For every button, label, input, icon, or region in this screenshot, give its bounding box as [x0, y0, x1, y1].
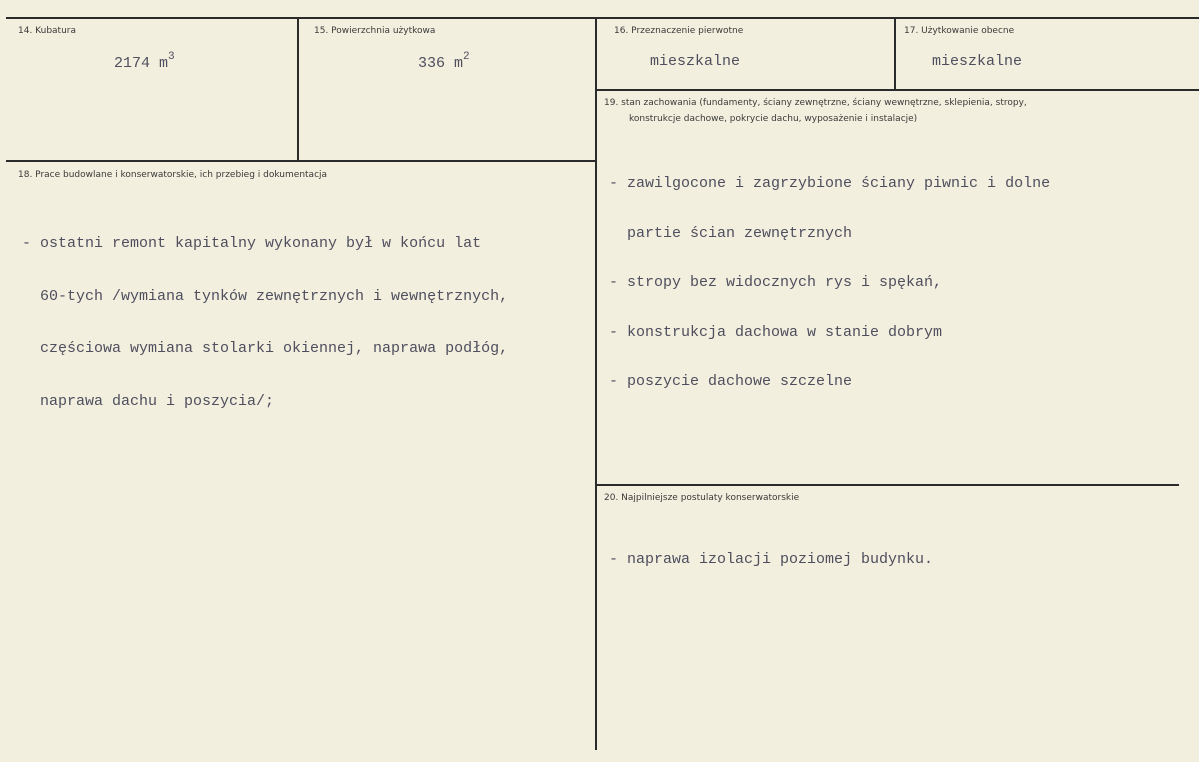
field-15-label: 15. Powierzchnia użytkowa	[314, 26, 436, 36]
field-18-line: 60-tych /wymiana tynków zewnętrznych i wewnętrznych,	[22, 287, 509, 305]
field-19-label-line1: 19. stan zachowania (fundamenty, ściany zewnętrzne, ściany wewnętrzne, sklepienia, stropy,	[604, 98, 1027, 108]
field-20-text	[609, 516, 933, 604]
field-15-exponent: 2	[463, 51, 470, 63]
field-16-label: 16. Przeznaczenie pierwotne	[614, 26, 744, 36]
divider-16-17	[894, 17, 896, 90]
field-18-line: - ostatni remont kapitalny wykonany był w końcu lat	[22, 235, 482, 252]
field-20-line: - naprawa izolacji poziomej budynku.	[609, 551, 934, 568]
field-19-label-line2: konstrukcje dachowe, pokrycie dachu, wyposażenie i instalacje)	[629, 114, 918, 124]
rule-above-20	[597, 484, 1179, 486]
field-14-label: 14. Kubatura	[18, 26, 77, 36]
divider-14-15	[297, 17, 299, 162]
field-15-value	[418, 51, 470, 72]
field-17-value: mieszkalne	[932, 53, 1023, 70]
divider-main	[595, 17, 597, 750]
field-19-text	[609, 143, 1050, 424]
field-18-text	[22, 200, 508, 445]
field-18-label: 18. Prace budowlane i konserwatorskie, ich przebieg i dokumentacja	[18, 170, 328, 180]
field-18-line: naprawa dachu i poszycia/;	[22, 392, 275, 410]
field-19-line: - zawilgocone i zagrzybione ściany piwnic i dolne	[609, 175, 1051, 192]
field-19-line: partie ścian zewnętrznych	[609, 224, 853, 242]
field-16-value: mieszkalne	[650, 53, 741, 70]
field-15-number: 336 m	[418, 55, 464, 72]
field-19-line: - stropy bez widocznych rys i spękań,	[609, 274, 943, 291]
rule-under-16-17	[597, 89, 1199, 91]
field-19-line: - konstrukcja dachowa w stanie dobrym	[609, 323, 943, 341]
field-17-label: 17. Użytkowanie obecne	[904, 26, 1015, 36]
field-19-line: - poszycie dachowe szczelne	[609, 373, 853, 390]
field-14-exponent: 3	[168, 51, 175, 63]
field-14-number: 2174 m	[114, 55, 169, 72]
rule-under-14-15	[6, 160, 597, 162]
field-20-label: 20. Najpilniejsze postulaty konserwatorskie	[604, 493, 800, 503]
field-18-line: częściowa wymiana stolarki okiennej, naprawa podłóg,	[22, 340, 509, 357]
top-rule	[6, 17, 1199, 19]
field-14-value	[114, 51, 175, 72]
